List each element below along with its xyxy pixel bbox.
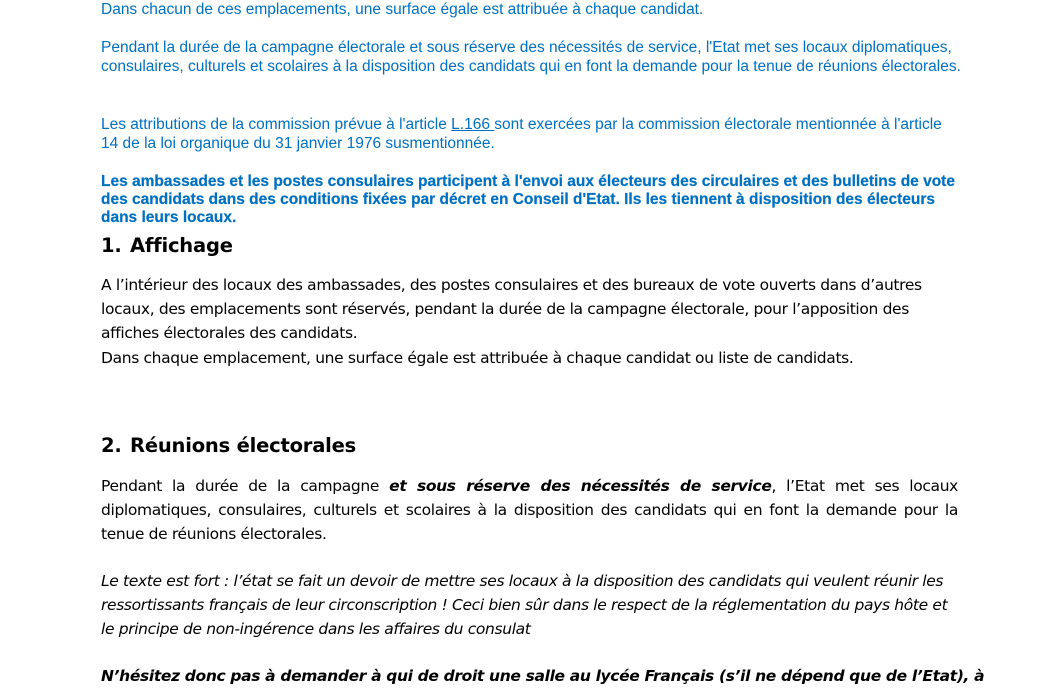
paragraph <box>101 474 958 547</box>
legal-excerpt-p3 <box>101 115 961 153</box>
section-title: Réunions électorales <box>130 434 357 457</box>
paragraph: A l’intérieur des locaux des ambassades, des postes consulaires et des bureaux de vote ouverts dans d’autres locaux, des emplacements sont réservés, pendant la durée de la campagne électorale, pour l’apposition des affiches électorales des candidats. <box>101 276 922 343</box>
paragraph-text: , l’Etat met ses locaux diplomatiques, consulaires, culturels et scolaires à la disposition des candidats qui en font la demande pour la tenue de réunions électorales. <box>101 477 958 544</box>
section-heading-reunions <box>101 434 356 457</box>
section-number: 1. <box>101 234 122 257</box>
paragraph: Dans chaque emplacement, une surface égale est attribuée à chaque candidat ou liste de candidats. <box>101 348 854 367</box>
call-to-action-paragraph: N’hésitez donc pas à demander à qui de droit une salle au lycée Français (s’il ne dépend que de l’Etat), à <box>101 667 985 685</box>
legal-excerpt-p1 <box>101 0 961 19</box>
legal-excerpt-p2 <box>101 38 961 76</box>
legal-text: sont exercées par la commission électorale mentionnée à l'article 14 de la loi organique du 31 janvier 1976 susmentionnée. <box>101 116 942 152</box>
legal-paragraph: Les ambassades et les postes consulaires participent à l'envoi aux électeurs des circulaires et des bulletins de vote des candidats dans des conditions fixées par décret en Conseil d'Etat. Ils les tiennent à disposition des électeurs dans leurs locaux. <box>101 173 955 226</box>
legal-text: Les attributions de la commission prévue à l'article <box>101 116 452 133</box>
section2-body <box>101 474 958 547</box>
section2-comment <box>101 569 958 642</box>
paragraph-text: Pendant la durée de la campagne <box>101 477 390 495</box>
emphasis-text: et sous réserve des nécessités de service <box>389 477 772 495</box>
legal-paragraph: Dans chacun de ces emplacements, une surface égale est attribuée à chaque candidat. <box>101 1 704 18</box>
legal-excerpt-p4 <box>101 173 961 227</box>
comment-paragraph: Le texte est fort : l’état se fait un devoir de mettre ses locaux à la disposition des candidats qui veulent réunir les ressortissants français de leur circonscription ! Ceci bien sûr dans le respect de la réglementation du pays hôte et le principe de non-ingérence dans les affaires du consulat <box>101 572 948 639</box>
article-link[interactable]: L.166 <box>451 116 495 133</box>
section-heading-affichage <box>101 234 233 257</box>
section-title: Affichage <box>130 234 233 257</box>
legal-paragraph <box>101 115 961 153</box>
section2-call-to-action <box>101 664 985 688</box>
legal-paragraph: Pendant la durée de la campagne électorale et sous réserve des nécessités de service, l'Etat met ses locaux diplomatiques, consulaires, culturels et scolaires à la disposition des candidats qui en font la demande pour la tenue de réunions électorales. <box>101 39 961 75</box>
section1-body <box>101 273 958 370</box>
section-number: 2. <box>101 434 122 457</box>
